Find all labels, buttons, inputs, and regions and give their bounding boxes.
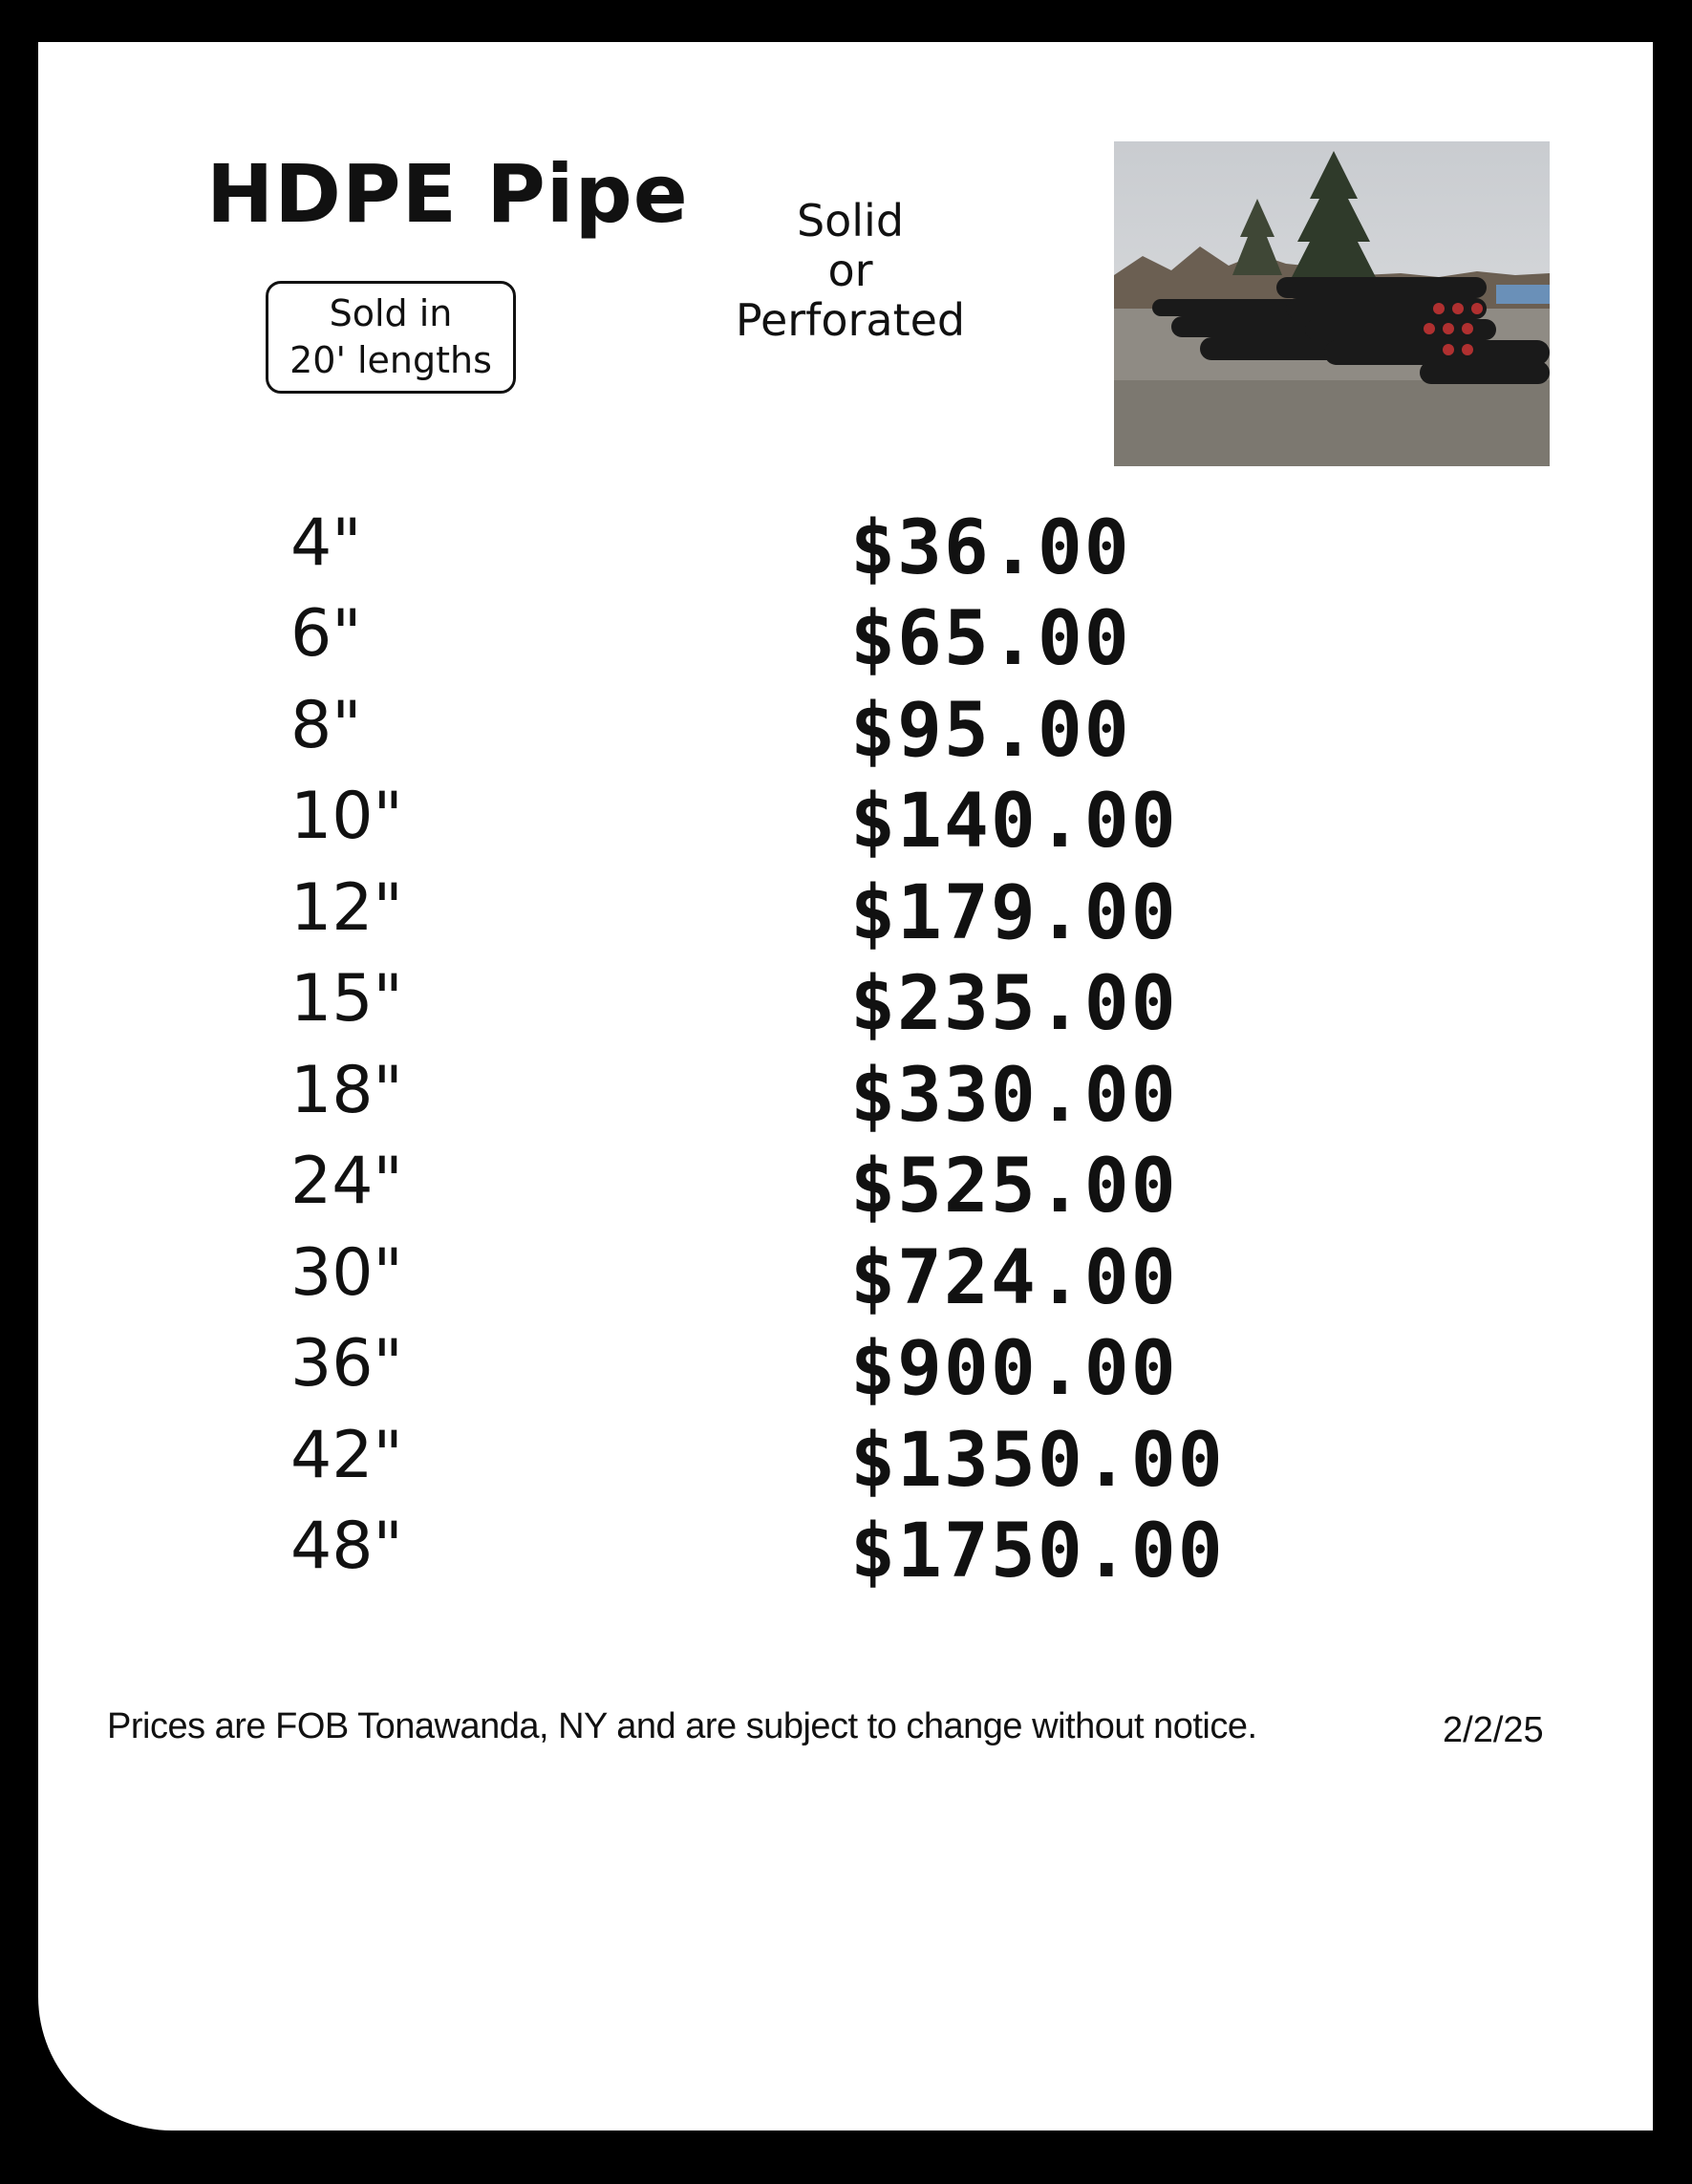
pipe-size: 10" bbox=[290, 779, 403, 854]
sold-in-lengths-badge bbox=[266, 281, 516, 394]
disclaimer-text: Prices are FOB Tonawanda, NY and are subject to change without notice. bbox=[107, 1706, 1257, 1746]
pipe-price: $179.00 bbox=[850, 870, 1178, 956]
pipe-size: 24" bbox=[290, 1144, 403, 1219]
pipe-size: 42" bbox=[290, 1418, 403, 1493]
page-title: HDPE Pipe bbox=[206, 147, 689, 241]
price-row bbox=[38, 870, 1653, 956]
solid-or-perforated-note bbox=[707, 197, 994, 346]
or-label: or bbox=[827, 244, 873, 296]
price-row bbox=[38, 1509, 1653, 1595]
pipe-price: $1350.00 bbox=[850, 1418, 1225, 1504]
price-row bbox=[38, 779, 1653, 865]
pipe-size: 36" bbox=[290, 1326, 403, 1402]
price-row bbox=[38, 596, 1653, 682]
sold-in-label: Sold in bbox=[329, 291, 453, 334]
price-date: 2/2/25 bbox=[1443, 1710, 1544, 1750]
pipe-price: $330.00 bbox=[850, 1053, 1178, 1139]
pipe-price: $1750.00 bbox=[850, 1509, 1225, 1595]
pipe-size: 8" bbox=[290, 688, 362, 763]
pipe-stack-photo bbox=[1114, 141, 1550, 466]
pipe-price: $140.00 bbox=[850, 779, 1178, 865]
pipe-size: 12" bbox=[290, 870, 403, 946]
pipe-size: 18" bbox=[290, 1053, 403, 1128]
perforated-label: Perforated bbox=[735, 293, 966, 346]
pipe-price: $724.00 bbox=[850, 1235, 1178, 1321]
pipe-price: $36.00 bbox=[850, 505, 1131, 591]
pipe-price: $900.00 bbox=[850, 1326, 1178, 1412]
solid-label: Solid bbox=[796, 195, 905, 246]
pipe-size: 48" bbox=[290, 1509, 403, 1584]
price-row bbox=[38, 1418, 1653, 1504]
pipe-size: 6" bbox=[290, 596, 362, 672]
price-sheet bbox=[38, 42, 1653, 2130]
lengths-label: 20' lengths bbox=[289, 339, 492, 381]
price-row bbox=[38, 961, 1653, 1047]
price-row bbox=[38, 505, 1653, 591]
pipe-size: 30" bbox=[290, 1235, 403, 1311]
pipe-price: $95.00 bbox=[850, 688, 1131, 774]
pipe-size: 15" bbox=[290, 961, 403, 1037]
pipe-size: 4" bbox=[290, 505, 362, 581]
pipe-price: $65.00 bbox=[850, 596, 1131, 682]
price-row bbox=[38, 1144, 1653, 1230]
pipe-price: $235.00 bbox=[850, 961, 1178, 1047]
price-row bbox=[38, 688, 1653, 774]
pipe-price: $525.00 bbox=[850, 1144, 1178, 1230]
price-row bbox=[38, 1326, 1653, 1412]
price-row bbox=[38, 1235, 1653, 1321]
price-row bbox=[38, 1053, 1653, 1139]
